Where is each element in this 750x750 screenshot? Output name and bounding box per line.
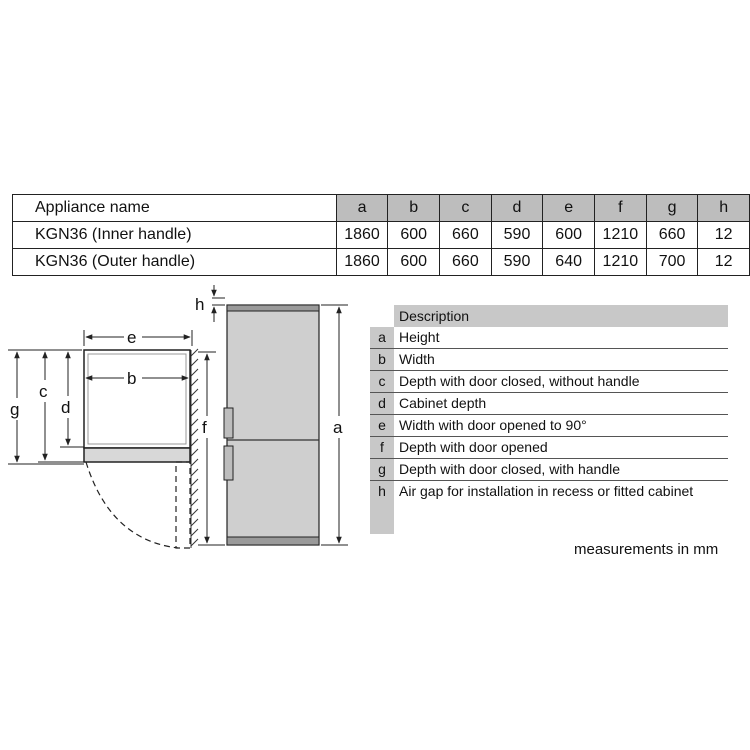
legend-key: h <box>370 481 394 502</box>
table-cell: 12 <box>698 249 750 276</box>
table-cell: 1210 <box>594 222 646 249</box>
legend-row <box>370 393 728 415</box>
dimension-b-label: b <box>127 369 137 388</box>
legend-description: Width <box>399 351 435 367</box>
table-cell: 640 <box>543 249 595 276</box>
cabinet-top-view <box>84 350 190 448</box>
legend-key: e <box>370 415 394 436</box>
column-header-e: e <box>543 195 595 222</box>
column-header-d: d <box>491 195 543 222</box>
dimension-h-label: h <box>195 295 205 314</box>
legend-key: a <box>370 327 394 348</box>
table-cell: 1860 <box>336 249 388 276</box>
side-view-diagram <box>195 285 348 545</box>
legend-row <box>370 459 728 481</box>
dimension-g-label: g <box>10 400 20 419</box>
legend-description: Width with door opened to 90° <box>399 417 587 433</box>
legend-key: c <box>370 371 394 392</box>
legend-key: g <box>370 459 394 480</box>
dimension-e-label: e <box>127 328 137 347</box>
dimension-d-label: d <box>61 398 71 417</box>
table-cell: 660 <box>440 249 492 276</box>
table-cell: 590 <box>491 222 543 249</box>
legend-description: Depth with door closed, without handle <box>399 373 640 389</box>
legend-description: Depth with door opened <box>399 439 548 455</box>
table-cell: 12 <box>698 222 750 249</box>
legend-key: b <box>370 349 394 370</box>
door-opened <box>176 462 190 548</box>
legend-row <box>370 415 728 437</box>
legend-key: f <box>370 437 394 458</box>
door-swing-arc <box>86 462 178 548</box>
column-header-g: g <box>646 195 698 222</box>
fridge-body <box>227 305 319 545</box>
column-header-c: c <box>440 195 492 222</box>
dimension-a-label: a <box>333 418 343 437</box>
legend-row <box>370 481 728 502</box>
legend-row <box>370 437 728 459</box>
table-cell: 1860 <box>336 222 388 249</box>
legend-header: Description <box>394 305 728 327</box>
appliance-name: KGN36 (Outer handle) <box>13 249 337 276</box>
table-cell: 590 <box>491 249 543 276</box>
dimension-f-label: f <box>202 418 207 437</box>
upper-handle <box>224 408 233 438</box>
dimension-c-label: c <box>39 382 48 401</box>
legend-description: Air gap for installation in recess or fitted cabinet <box>399 483 694 499</box>
table-cell: 660 <box>646 222 698 249</box>
legend-key-column-tail <box>370 502 394 534</box>
legend-key: d <box>370 393 394 414</box>
legend-description: Depth with door closed, with handle <box>399 461 621 477</box>
description-legend <box>370 305 728 534</box>
legend-description: Height <box>399 329 440 345</box>
column-header-f: f <box>594 195 646 222</box>
legend-description: Cabinet depth <box>399 395 487 411</box>
wall-hatching <box>191 349 198 548</box>
door-closed <box>84 448 190 462</box>
units-note: measurements in mm <box>574 541 719 558</box>
column-header-b: b <box>388 195 440 222</box>
table-cell: 1210 <box>594 249 646 276</box>
table-cell: 700 <box>646 249 698 276</box>
legend-row <box>370 371 728 393</box>
table-cell: 600 <box>388 249 440 276</box>
lower-handle <box>224 446 233 480</box>
top-view-diagram <box>8 327 198 548</box>
appliance-name-header: Appliance name <box>13 195 337 222</box>
appliance-name: KGN36 (Inner handle) <box>13 222 337 249</box>
legend-row <box>370 349 728 371</box>
column-header-h: h <box>698 195 750 222</box>
table-cell: 600 <box>388 222 440 249</box>
legend-row <box>370 327 728 349</box>
table-cell: 660 <box>440 222 492 249</box>
table-cell: 600 <box>543 222 595 249</box>
column-header-a: a <box>336 195 388 222</box>
